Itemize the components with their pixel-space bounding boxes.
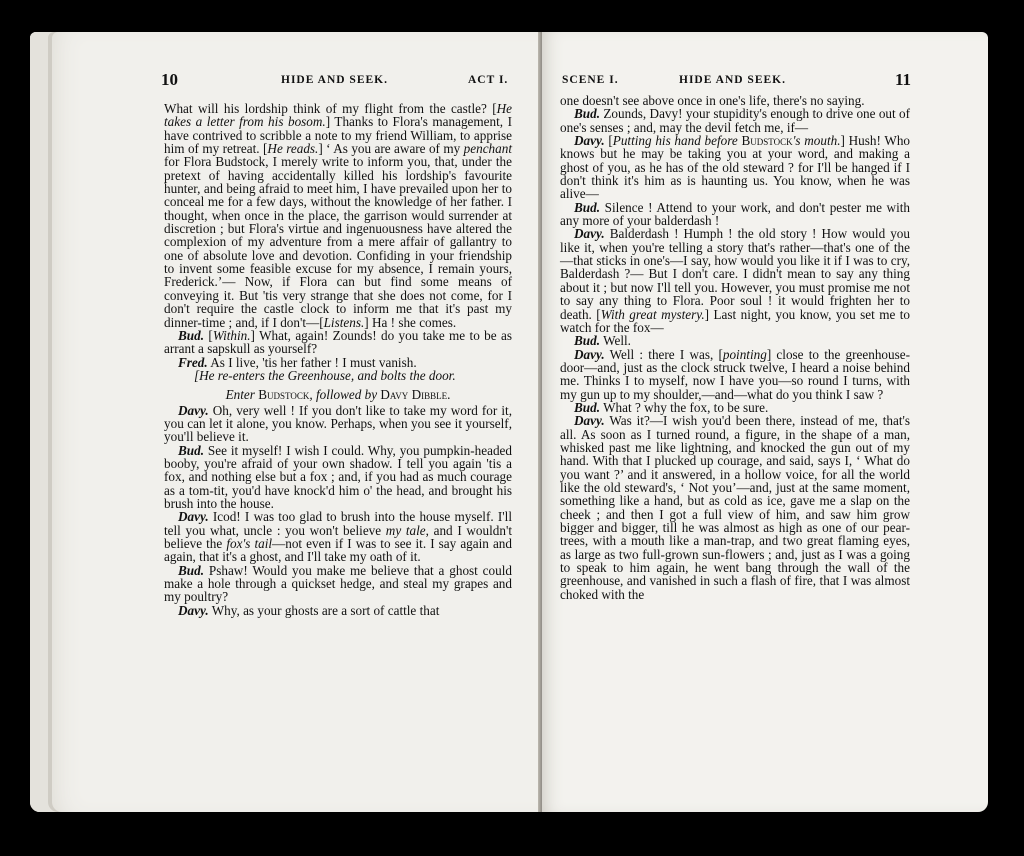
- left-text-column: [164, 102, 512, 617]
- dialogue-line: Bud. Zounds, Davy! your stupidity's enough to drive one out of one's senses ; and, may the devil fetch me, if—: [560, 106, 910, 135]
- dialogue-line: Davy. Balderdash ! Humph ! the old story ! How would you like it, when you're telling a story that's rather—that's one of the—that sticks in one's—I say, how would you like it if I was to cry, Balderdash ?— But I don't care. I didn't mean to say any thing about it ; but now I'll tell you. However, you must promise me not to say any thing to Flora. Poor soul ! it would frighten her to death. [With great mystery.] Last night, you know, you set me to watch for the fox—: [560, 226, 910, 335]
- open-book: [30, 32, 990, 822]
- right-text-column: [560, 94, 910, 601]
- entrance-direction: Enter Budstock, followed by Davy Dibble.: [225, 387, 451, 403]
- dialogue-line: Bud. [Within.] What, again! Zounds! do you take me to be as arrant a sapskull as yourself?: [164, 327, 512, 357]
- scene-label: SCENE I.: [562, 74, 619, 86]
- dialogue-line: Davy. Icod! I was too glad to brush into the house myself. I'll tell you what, uncle : you won't believe my tale, and I wouldn't believe the fox's tail—not even if I was to see it. I say again and again, that it's a ghost, and I'll take my oath of it.: [164, 509, 512, 565]
- dialogue-line: Davy. Why, as your ghosts are a sort of cattle that: [178, 602, 440, 618]
- dialogue-line: Bud. Pshaw! Would you make me believe that a ghost could make a hole through a quickset hedge, and steal my grapes and my poultry?: [164, 562, 512, 605]
- dialogue-line: Davy. Was it?—I wish you'd been there, instead of me, that's all. As soon as I turned round, a figure, in the shape of a man, whisked past me like lightning, and knocked the gun out of my hand. With that I plucked up courage, and said, says I, ‘ What do you want ?’ and it answered, in a hollow voice, for all the world like the old steward's, ‘ Not you’—and, just at the same moment, something like a hand, but as cold as ice, gave me a slap on the cheek ; and then I got a full view of him, and saw him grow bigger and bigger, till he was almost as high as one of our pear-trees, with a mouth like a man-trap, and two great flaming eyes, as large as two full-grown sun-flowers ; and, just as I was a going to speak to him again, he went bang through the wall of the greenhouse, and vanished in such a flash of fire, that I was almost choked with the: [560, 413, 910, 602]
- right-page: [542, 32, 988, 812]
- dialogue-line: Bud. Silence ! Attend to your work, and don't pester me with any more of your balderdash !: [560, 199, 910, 229]
- dialogue-line: Bud. See it myself! I wish I could. Why, you pumpkin-headed booby, you're afraid of your own shadow. I tell you again 'tis a fox, and nothing else but a fox ; and, if you had as much courage as a tom-tit, you'd have knock'd him o' the head, and brought his brush into the house.: [164, 442, 512, 511]
- act-label: ACT I.: [468, 74, 509, 86]
- dialogue-line: Davy. [Putting his hand before Budstock's mouth.] Hush! Who knows but he may be taking you at your word, and making a ghost of you, as he has of the old steward ? for I'll be hanged if I don't think it's him as is haunting us. You know, when he was alive—: [560, 133, 911, 202]
- dialogue-line: Fred. As I live, 'tis her father ! I must vanish.: [178, 354, 417, 370]
- dialogue-line: Bud. What ? why the fox, to be sure.: [574, 399, 769, 415]
- paragraph: one doesn't see above once in one's life, there's no saying.: [560, 93, 865, 108]
- page-number-right: 11: [895, 70, 912, 89]
- dialogue-line: Bud. Well.: [574, 333, 631, 349]
- stage-direction: [He re-enters the Greenhouse, and bolts the door.: [194, 367, 456, 383]
- running-title-left: HIDE AND SEEK.: [281, 74, 388, 86]
- paragraph: What will his lordship think of my flight from the castle? [He takes a letter from his bosom.] Thanks to Flora's management, I have contrived to scribble a note to my friend William, to apprise him of my retreat. [He reads.] ‘ As you are aware of my penchant for Flora Budstock, I merely write to inform you, that, under the pretext of having accidentally killed his lordship's favourite hunter, and being afraid to meet him, I have prevailed upon her to conceal me for a few days, without the knowledge of her father. I thought, when once in the place, the garrison would surrender at discretion ; but Flora's virtue and ingenuousness have altered the complexion of my adventure from a mere affair of gallantry to one of absolute love and devotion. Confiding in your friendship to invent some feasible excuse for my absence, I remain yours, Frederick.’— Now, if Flora can but find some means of conveying it. But 'tis very strange that she does not come, for I don't require the castle clock to inform me that it's past my dinner-time ; and, if I don't—[Listens.] Ha ! she comes.: [164, 101, 512, 330]
- left-page: [30, 32, 542, 812]
- page-number-left: 10: [161, 70, 178, 89]
- dialogue-line: Davy. Oh, very well ! If you don't like to take my word for it, you can let it alone, you know. Perhaps, when you see it yourself, you'll believe it.: [164, 402, 512, 445]
- dialogue-line: Davy. Well : there I was, [pointing] close to the greenhouse-door—and, just as the clock struck twelve, I heard a noise behind me. Thinks I to myself, now I have you—so round I turns, with my gun up to my shoulder,—and—what do you think I saw ?: [560, 346, 910, 402]
- running-title-right: HIDE AND SEEK.: [679, 74, 786, 86]
